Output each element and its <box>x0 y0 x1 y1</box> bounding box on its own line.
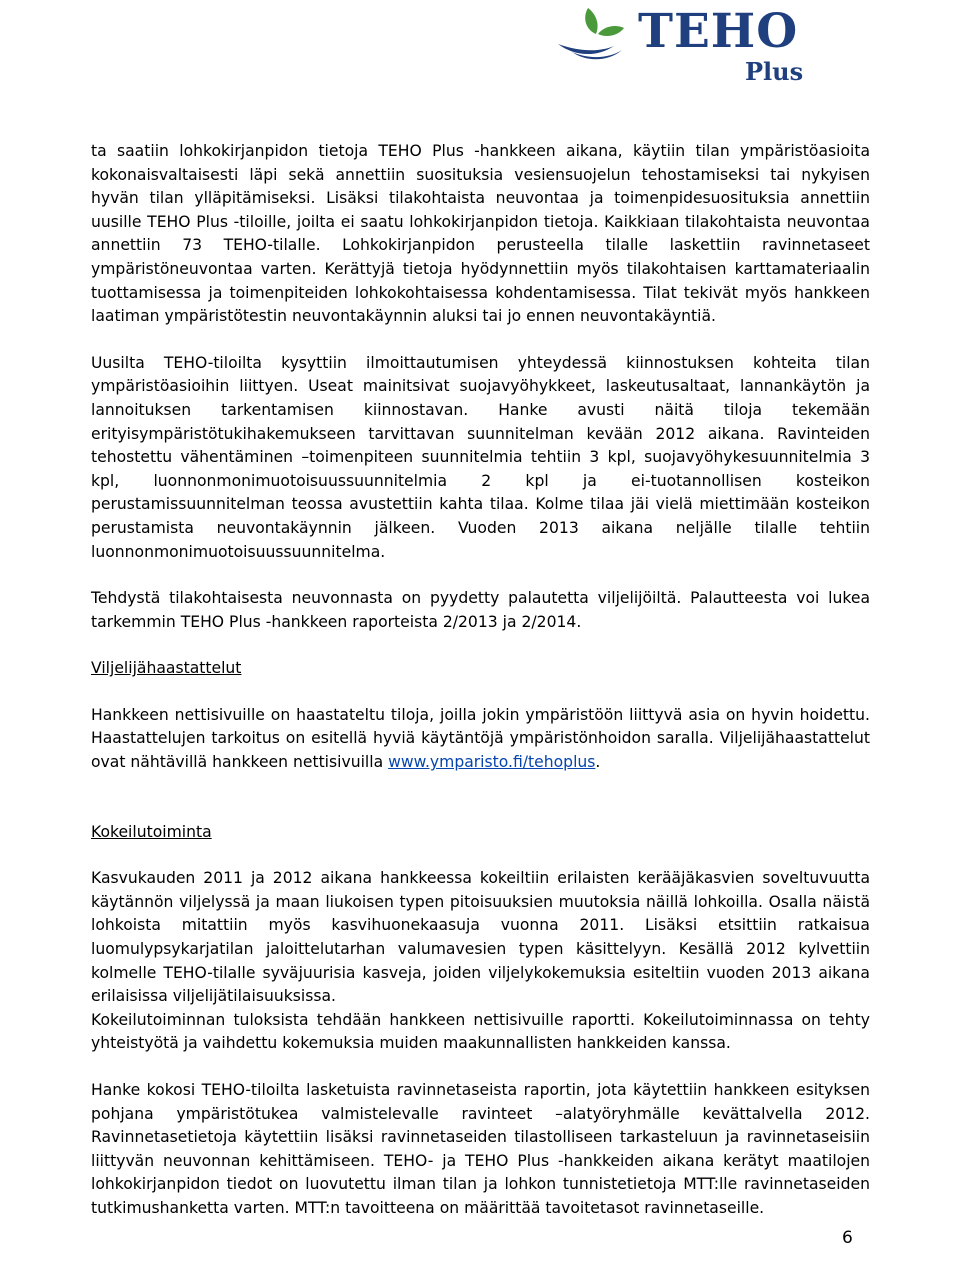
heading-trials: Kokeilutoiminta <box>91 822 212 841</box>
document-body <box>91 140 870 1221</box>
paragraph-new-farms: Uusilta TEHO-tiloilta kysyttiin ilmoittautumisen yhteydessä kiinnostuksen kohteita tilan ympäristöasioihin liittyen. Useat mainitsivat suojavyöhykkeet, laskeutusaltaat, lannankäytön ja lannoituksen tarkentamisen kiinnostavan. Hanke avusti näitä tiloja tekemään erityisympäristötukihakemukseen tarvittavan suunnitelman kevään 2012 aikana. Ravinteiden tehostettu vähentäminen –toimenpiteen suunnitelmia tehtiin 3 kpl, suojavyöhykesuunnitelmia 3 kpl, luonnonmonimuotoisuussuunnitelmia 2 kpl ja ei-tuotannollisen kosteikon perustamissuunnitelman teossa avustettiin kahta tilaa. Kolme tilaa jäi vielä miettimään kosteikon perustamista neuvontakäynnin jälkeen. Vuoden 2013 aikana neljälle tilalle tehtiin luonnonmonimuotoisuussuunnitelma. <box>91 353 870 561</box>
website-link[interactable]: www.ymparisto.fi/tehoplus <box>388 753 596 772</box>
paragraph-advisory: ta saatiin lohkokirjanpidon tietoja TEHO Plus -hankkeen aikana, käytiin tilan ympäristöasioita kokonaisvaltaisesti läpi sekä annettiin suosituksia vesiensuojelun tehostamiseksi tai nykyisen hyvän tilan ylläpitämiseksi. Lisäksi tilakohtaista neuvontaa ja toimenpidesuosituksia annettiin uusille TEHO Plus -tiloille, joilta ei saatu lohkokirjanpidon tietoja. Kaikkiaan tilakohtaista neuvontaa annettiin 73 TEHO-tilalle. Lohkokirjanpidon perusteella tilalle laskettiin ravinnetaseet ympäristöneuvontaa varten. Kerättyjä tietoja hyödynnettiin myös tilakohtaisen karttamateriaalin tuottamisessa ja toimenpiteiden lohkokohtaisessa kohdentamisessa. Tilat tekivät myös hankkeen laatiman ympäristötestin neuvontakäynnin aluksi tai jo ennen neuvontakäyntiä. <box>91 142 870 326</box>
logo-suffix: Plus <box>745 57 804 86</box>
paragraph-trials-3: Hanke kokosi TEHO-tiloilta lasketuista ravinnetaseista raportin, jota käytettiin hankkeen esityksen pohjana ympäristötukea valmistelevalle ravinteet –alatyöryhmälle kevättalvella 2012. Ravinnetasetietoja käytettiin lisäksi ravinnetaseiden tilastolliseen tarkasteluun ja ravinnetaseisiin liittyvän neuvonnan kehittämiseen. TEHO- ja TEHO Plus -hankkeiden aikana kerätyt maatilojen lohkokirjanpidon tiedot on luovutettu ilman tilan ja lohkon tunnistetietoja MTT:lle ravinnetaseiden tutkimushanketta varten. MTT:n tavoitteena on määrittää tavoitetasot ravinnetaseille. <box>91 1081 870 1217</box>
interviews-text-end: . <box>595 753 601 772</box>
paragraph-trials-2: Kokeilutoiminnan tuloksista tehdään hankkeen nettisivuille raportti. Kokeilutoiminnassa on tehty yhteistyötä ja vaihdettu kokemuksia muiden maakunnallisten hankkeiden kanssa. <box>91 1010 870 1053</box>
leaf-wave-icon <box>552 4 642 64</box>
paragraph-interviews <box>91 704 870 775</box>
teho-plus-logo <box>552 4 814 88</box>
interviews-text: Hankkeen nettisivuille on haastateltu tiloja, joilla jokin ympäristöön liittyvä asia on hyvin hoidettu. Haastattelujen tarkoitus on esitellä hyviä käytäntöjä ympäristönhoidon saralla. Viljelijähaastattelut ovat nähtävillä hankkeen nettisivuilla <box>91 705 870 772</box>
paragraph-feedback: Tehdystä tilakohtaisesta neuvonnasta on pyydetty palautetta viljelijöiltä. Palautteesta voi lukea tarkemmin TEHO Plus -hankkeen raporteista 2/2013 ja 2/2014. <box>91 589 870 631</box>
heading-interviews: Viljelijähaastattelut <box>91 659 242 678</box>
logo-wordmark: TEHO <box>638 4 799 59</box>
page-number: 6 <box>842 1228 853 1248</box>
paragraph-trials-1: Kasvukauden 2011 ja 2012 aikana hankkeessa kokeiltiin erilaisten kerääjäkasvien soveltuvuutta käytännön viljelyssä ja maan liukoisen typen pitoisuuksien muutoksia näillä lohkoilla. Osalla näistä lohkoista mitattiin myös kasvihuonekaasuja vuonna 2011. Lisäksi etsittiin ratkaisua luomulypsykarjatilan jaloittelutarhan valumavesien typen käsittelyyn. Kesällä 2012 kylvettiin kolmelle TEHO-tilalle syväjuurisia kasveja, joiden viljelykokemuksia esiteltiin vuoden 2013 aikana erilaisissa viljelijätilaisuuksissa. <box>91 869 870 1006</box>
